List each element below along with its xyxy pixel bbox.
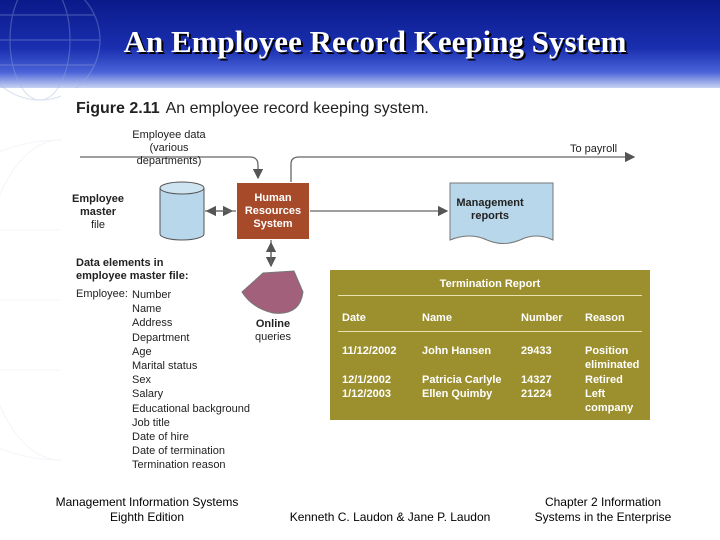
list-item: Salary bbox=[132, 388, 164, 401]
online-queries-label: Online queries bbox=[254, 318, 292, 343]
row-date: 12/1/2002 bbox=[342, 374, 391, 386]
report-title: Termination Report bbox=[439, 278, 541, 290]
footer-left: Management Information Systems Eighth Edition bbox=[55, 495, 239, 524]
termination-report bbox=[330, 270, 650, 420]
master-file-label: Employee master file bbox=[72, 193, 124, 231]
list-item: Educational background bbox=[132, 402, 251, 415]
list-item: Marital status bbox=[132, 360, 198, 373]
column-header-date: Date bbox=[342, 312, 366, 324]
row-number: 21224 bbox=[521, 388, 552, 400]
row-number: 29433 bbox=[521, 345, 552, 357]
report-title-divider bbox=[338, 295, 642, 296]
figure-number: Figure 2.11 bbox=[76, 100, 160, 117]
header-divider bbox=[338, 331, 642, 332]
list-item: Termination reason bbox=[132, 459, 226, 472]
column-header-name: Name bbox=[422, 312, 452, 324]
management-reports-label: Management reports bbox=[456, 197, 524, 222]
row-reason: Retired bbox=[585, 374, 623, 386]
data-elements-heading: Data elements in employee master file: bbox=[76, 257, 189, 282]
list-item: Date of hire bbox=[132, 431, 189, 444]
figure-caption: An employee record keeping system. bbox=[165, 100, 429, 117]
column-header-number: Number bbox=[521, 312, 563, 324]
footer-right: Chapter 2 Information Systems in the Enterprise bbox=[534, 495, 672, 524]
row-date: 11/12/2002 bbox=[342, 345, 397, 357]
footer-center: Kenneth C. Laudon & Jane P. Laudon bbox=[289, 510, 491, 524]
list-item: Age bbox=[132, 345, 152, 358]
row-name: Ellen Quimby bbox=[422, 388, 493, 400]
list-item: Job title bbox=[132, 416, 170, 429]
list-item: Department bbox=[132, 331, 190, 344]
hr-system-box: Human Resources System bbox=[237, 183, 309, 239]
row-name: Patricia Carlyle bbox=[422, 374, 502, 386]
row-number: 14327 bbox=[521, 374, 552, 386]
list-item: Sex bbox=[132, 374, 151, 387]
to-payroll-label: To payroll bbox=[570, 143, 618, 155]
list-item: Name bbox=[132, 303, 162, 316]
employee-prefix: Employee: bbox=[76, 288, 128, 300]
slide-title: An Employee Record Keeping System bbox=[123, 24, 627, 59]
row-date: 1/12/2003 bbox=[342, 388, 391, 400]
row-reason: Position eliminated bbox=[585, 345, 640, 371]
row-reason: Left company bbox=[585, 388, 634, 414]
data-elements-list bbox=[132, 288, 250, 473]
column-header-reason: Reason bbox=[585, 312, 625, 324]
list-item: Number bbox=[132, 289, 172, 301]
row-name: John Hansen bbox=[422, 345, 492, 357]
list-item: Date of termination bbox=[132, 445, 225, 458]
arrow-to-payroll bbox=[291, 157, 634, 182]
list-item: Address bbox=[132, 317, 173, 330]
employee-data-label: Employee data (various departments) bbox=[132, 129, 206, 167]
master-file-cylinder-icon bbox=[160, 182, 204, 240]
online-queries-shape-icon bbox=[242, 271, 303, 313]
